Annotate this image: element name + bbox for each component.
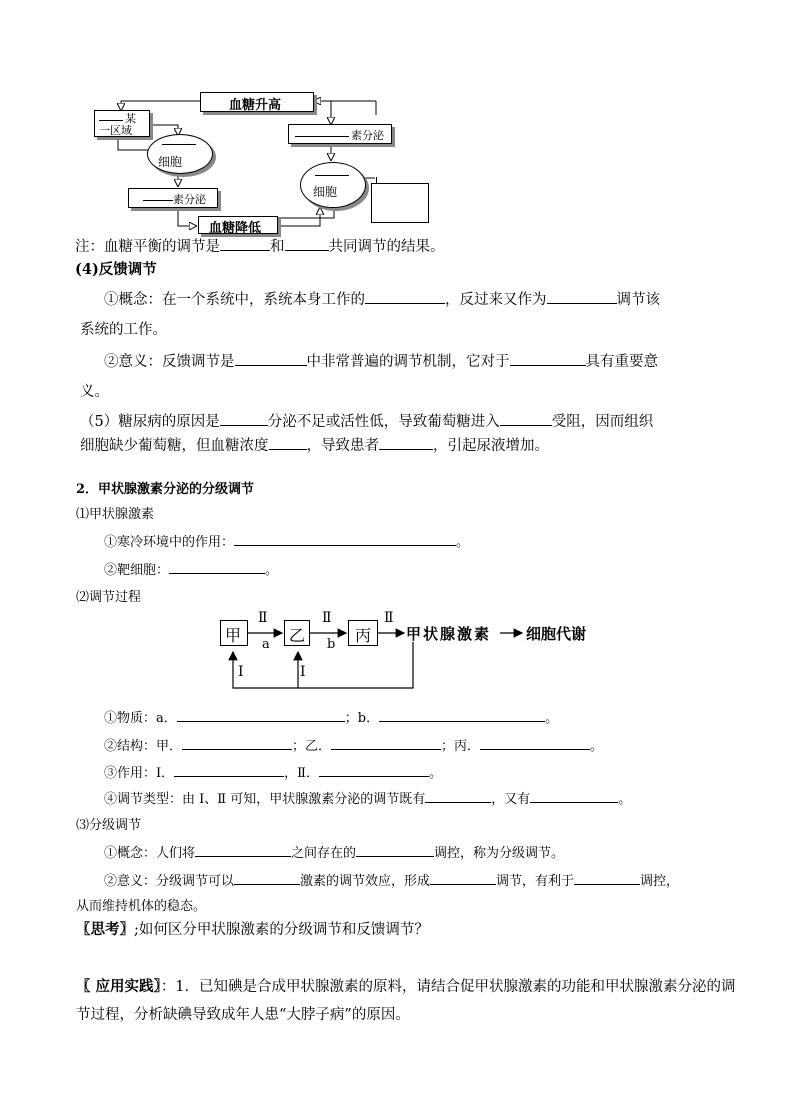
sub2-c-blank-1[interactable] [174,762,284,777]
sub2-a-line [104,707,558,726]
sub2-d-mid: ，又有 [491,792,531,807]
sub3-a-label: ①概念：人们将 [104,846,196,861]
sub1-heading: ⑴甲状腺激素 [76,507,155,522]
diabetes-a: （5）糖尿病的原因是 [80,414,220,430]
apply-text: ：1．已知碘是合成甲状腺激素的原料，请结合促甲状腺激素的功能和甲状腺激素分泌的调 [160,979,736,995]
box-jia-label: 甲 [225,626,242,645]
note-and: 和 [270,239,285,255]
feedback-meaning-b: 中非常普遍的调节机制，它对于 [306,354,510,370]
sub2-d-line [104,788,631,807]
secrete-right-label: 素分泌 [351,129,384,142]
feedback-concept-c: 调节该 [616,292,660,308]
right-cell-label: 细胞 [313,185,338,199]
sub2-a-blank-2[interactable] [379,707,545,722]
left-cell-label: 细胞 [158,155,183,169]
sub2-b-end: 。 [590,739,604,754]
sub2-d-blank-2[interactable] [530,788,618,803]
feedback-meaning-line2: 义。 [80,384,109,400]
sub2-a-label: ①物质：a． [104,711,177,726]
diabetes-d: 细胞缺少葡萄糖，但血糖浓度 [80,438,269,454]
thyroid-hormone-label: 甲状腺激素 [406,625,492,643]
sub3-heading: ⑶分级调节 [76,818,142,833]
sub3-a-end: 调控，称为分级调节。 [434,846,565,861]
note-suffix: 共同调节的结果。 [328,239,445,255]
arrow-label-b: b [327,637,336,652]
sub3-b-label: ②意义：分级调节可以 [104,874,235,889]
roman-ii-3: Ⅱ [384,610,394,626]
sub1-a-end: 。 [456,535,470,550]
roman-ii-2: Ⅱ [322,610,332,626]
feedback-concept-a: ①概念：在一个系统中，系统本身工作的 [104,292,365,308]
box-bing-label: 丙 [355,626,372,645]
sub2-heading: ⑵调节过程 [76,590,142,605]
sub1-b-label: ②靶细胞： [104,563,170,578]
think-tag: 〖思考〗 [76,921,134,938]
secrete-left-label: 素分泌 [173,193,206,206]
diabetes-e: ，导致患者 [306,438,379,454]
diabetes-c: 受阻，因而组织 [551,414,654,430]
sub3-b-end: 调控， [640,874,680,889]
think-line [76,918,429,939]
box-jia [220,620,248,646]
sub2-b-line [104,735,603,754]
apply-line1 [76,975,736,996]
cell-metabolism-label: 细胞代谢 [526,625,587,643]
sub2-b-mid2: ；丙． [441,739,481,754]
sub2-d-label: ④调节类型：由 Ⅰ、Ⅱ 可知，甲状腺激素分泌的调节既有 [104,792,426,807]
sub3-b-blank-1[interactable] [234,870,300,885]
sub3-b-blank-3[interactable] [574,870,640,885]
arrow-label-a: a [262,637,270,652]
sub3-a-blank-2[interactable] [356,842,434,857]
sub1-b-end: 。 [265,563,279,578]
box-bing [348,620,378,646]
roman-ii-1: Ⅱ [258,610,268,626]
sub2-c-mid: ，Ⅱ． [284,766,319,781]
sub3-a-blank-1[interactable] [195,842,291,857]
feedback-concept-line2: 系统的工作。 [80,322,167,338]
box-yi [284,620,310,646]
sub2-c-blank-2[interactable] [319,762,429,777]
apply-line2: 节过程，分析缺碘导致成年人患“大脖子病”的原因。 [76,1007,410,1023]
sub3-b-line2: 从而维持机体的稳态。 [76,899,207,914]
sub3-a-mid: 之间存在的 [291,846,357,861]
note-prefix: 注：血糖平衡的调节是 [75,239,220,255]
sub3-a-line [104,842,564,861]
blood-glucose-low-label: 血糖降低 [209,221,262,236]
roman-i-2: Ⅰ [300,664,306,680]
sub2-c-end: 。 [428,766,442,781]
feedback-meaning-a: ②意义：反馈调节是 [104,354,235,370]
diabetes-b: 分泌不足或活性低，导致葡萄糖进入 [267,414,500,430]
feedback-heading: (4)反馈调节 [75,261,157,278]
box-yi-label: 乙 [289,626,306,645]
diabetes-f: ，引起尿液增加。 [433,438,549,454]
sub2-a-mid: ；b． [344,711,380,726]
sub3-b-line [104,870,679,889]
sub3-b-blank-2[interactable] [430,870,496,885]
sub2-b-blank-3[interactable] [480,735,590,750]
sub2-b-blank-1[interactable] [182,735,292,750]
blood-glucose-high-label: 血糖升高 [229,98,282,113]
apply-tag: 〖 应用实践〗 [76,978,161,995]
sub1-a-label: ①寒冷环境中的作用： [104,535,235,550]
region-label-a: 某 [125,112,136,125]
sub2-b-label: ②结构：甲． [104,739,183,754]
region-label-b: 一区域 [99,124,132,137]
sub2-b-blank-2[interactable] [331,735,441,750]
think-text: ;如何区分甲状腺激素的分级调节和反馈调节？ [134,922,429,938]
sub2-b-mid1: ；乙． [292,739,332,754]
feedback-concept-b: ，反过来又作为 [445,292,547,308]
sub2-d-blank-1[interactable] [425,788,491,803]
sub2-a-end: 。 [545,711,559,726]
sub2-c-line [104,762,442,781]
sub2-c-label: ③作用：Ⅰ． [104,766,175,781]
roman-i-1: Ⅰ [238,664,244,680]
sub2-a-blank-1[interactable] [177,707,345,722]
section2-heading: 2．甲状腺激素分泌的分级调节 [76,482,255,497]
sub2-d-end: 。 [618,792,632,807]
sub3-b-mid2: 调节，有利于 [496,874,575,889]
sub3-b-mid: 激素的调节效应，形成 [300,874,431,889]
feedback-meaning-c: 具有重要意 [585,354,658,370]
